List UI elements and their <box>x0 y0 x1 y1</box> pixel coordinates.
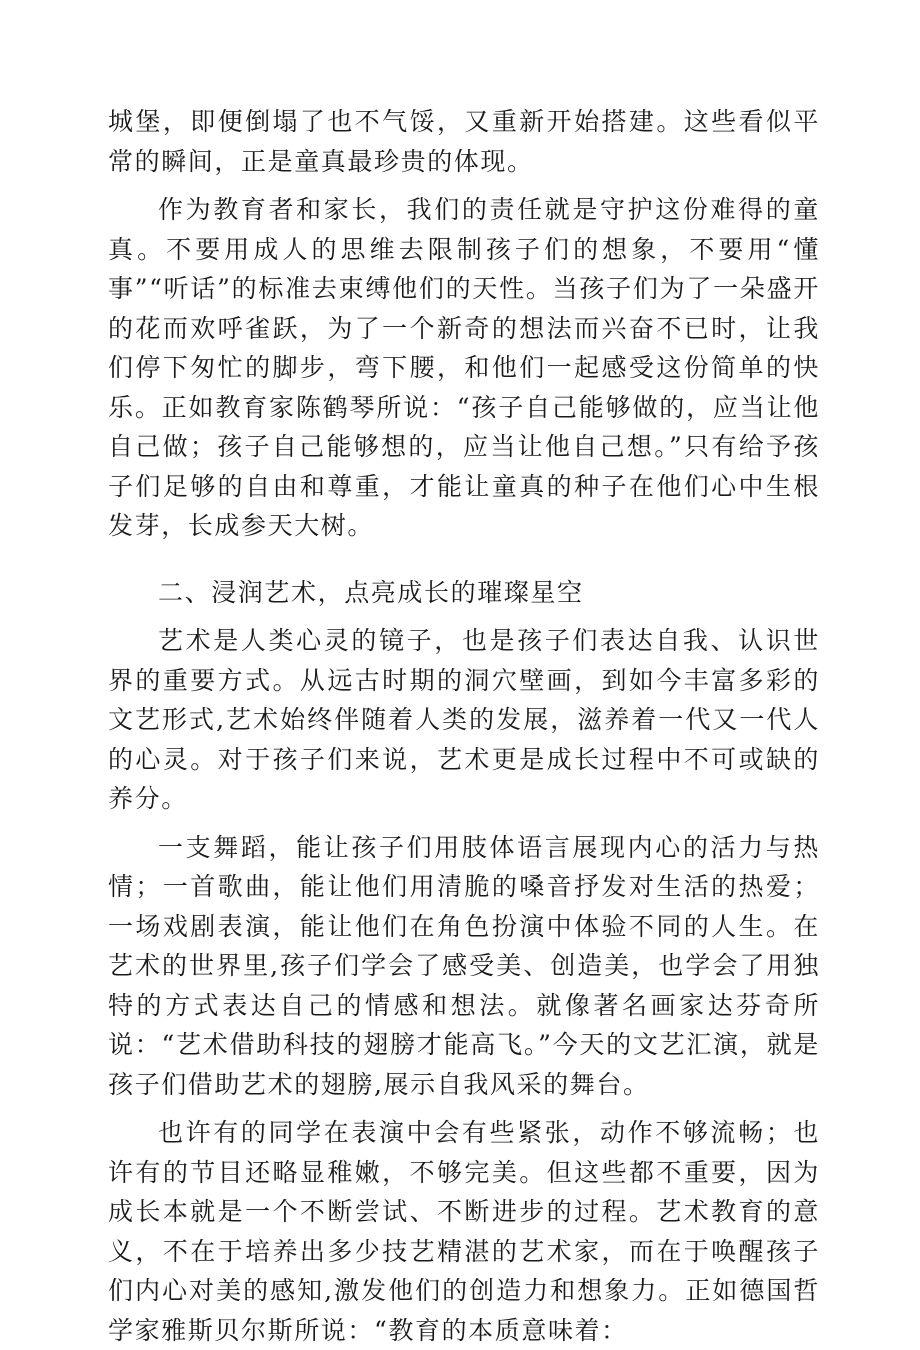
section-heading: 二、浸润艺术，点亮成长的璀璨星空 <box>158 577 584 607</box>
paragraph-dance-song-drama: 一支舞蹈，能让孩子们用肢体语言展现内心的活力与热情；一首歌曲，能让他们用清脆的嗓音抒发对生活的热爱；一场戏剧表演，能让他们在角色扮演中体验不同的人生。在艺术的世界里,孩子们学会了感受美、创造美，也学会了用独特的方式表达自己的情感和想法。就像著名画家达芬奇所说：“艺术借助科技的翅膀才能高飞。”今天的文艺汇演，就是孩子们借助艺术的翅膀,展示自我风采的舞台。 <box>108 832 820 1099</box>
paragraph-art-education: 也许有的同学在表演中会有些紧张，动作不够流畅；也许有的节目还略显稚嫩，不够完美。但这些都不重要，因为成长本就是一个不断尝试、不断进步的过程。艺术教育的意义，不在于培养出多少技艺精湛的艺术家，而在于唤醒孩子们内心对美的感知,激发他们的创造力和想象力。正如德国哲学家雅斯贝尔斯所说：“教育的本质意味着： <box>108 1118 820 1345</box>
paragraph-continuation: 城堡，即便倒塌了也不气馁，又重新开始搭建。这些看似平常的瞬间，正是童真最珍贵的体现。 <box>108 107 820 176</box>
document-body <box>108 102 820 1350</box>
paragraph-guarding-innocence: 作为教育者和家长，我们的责任就是守护这份难得的童真。不要用成人的思维去限制孩子们的想象，不要用“懂事”“听话”的标准去束缚他们的天性。当孩子们为了一朵盛开的花而欢呼雀跃，为了一个新奇的想法而兴奋不已时，让我们停下匆忙的脚步，弯下腰，和他们一起感受这份简单的快乐。正如教育家陈鹤琴所说：“孩子自己能够做的，应当让他自己做；孩子自己能够想的，应当让他自己想。”只有给予孩子们足够的自由和尊重，才能让童真的种子在他们心中生根发芽，长成参天大树。 <box>108 195 820 540</box>
paragraph-art-mirror: 艺术是人类心灵的镜子，也是孩子们表达自我、认识世界的重要方式。从远古时期的洞穴壁画，到如今丰富多彩的文艺形式,艺术始终伴随着人类的发展，滋养着一代又一代人的心灵。对于孩子们来说，艺术更是成长过程中不可或缺的养分。 <box>108 626 820 813</box>
